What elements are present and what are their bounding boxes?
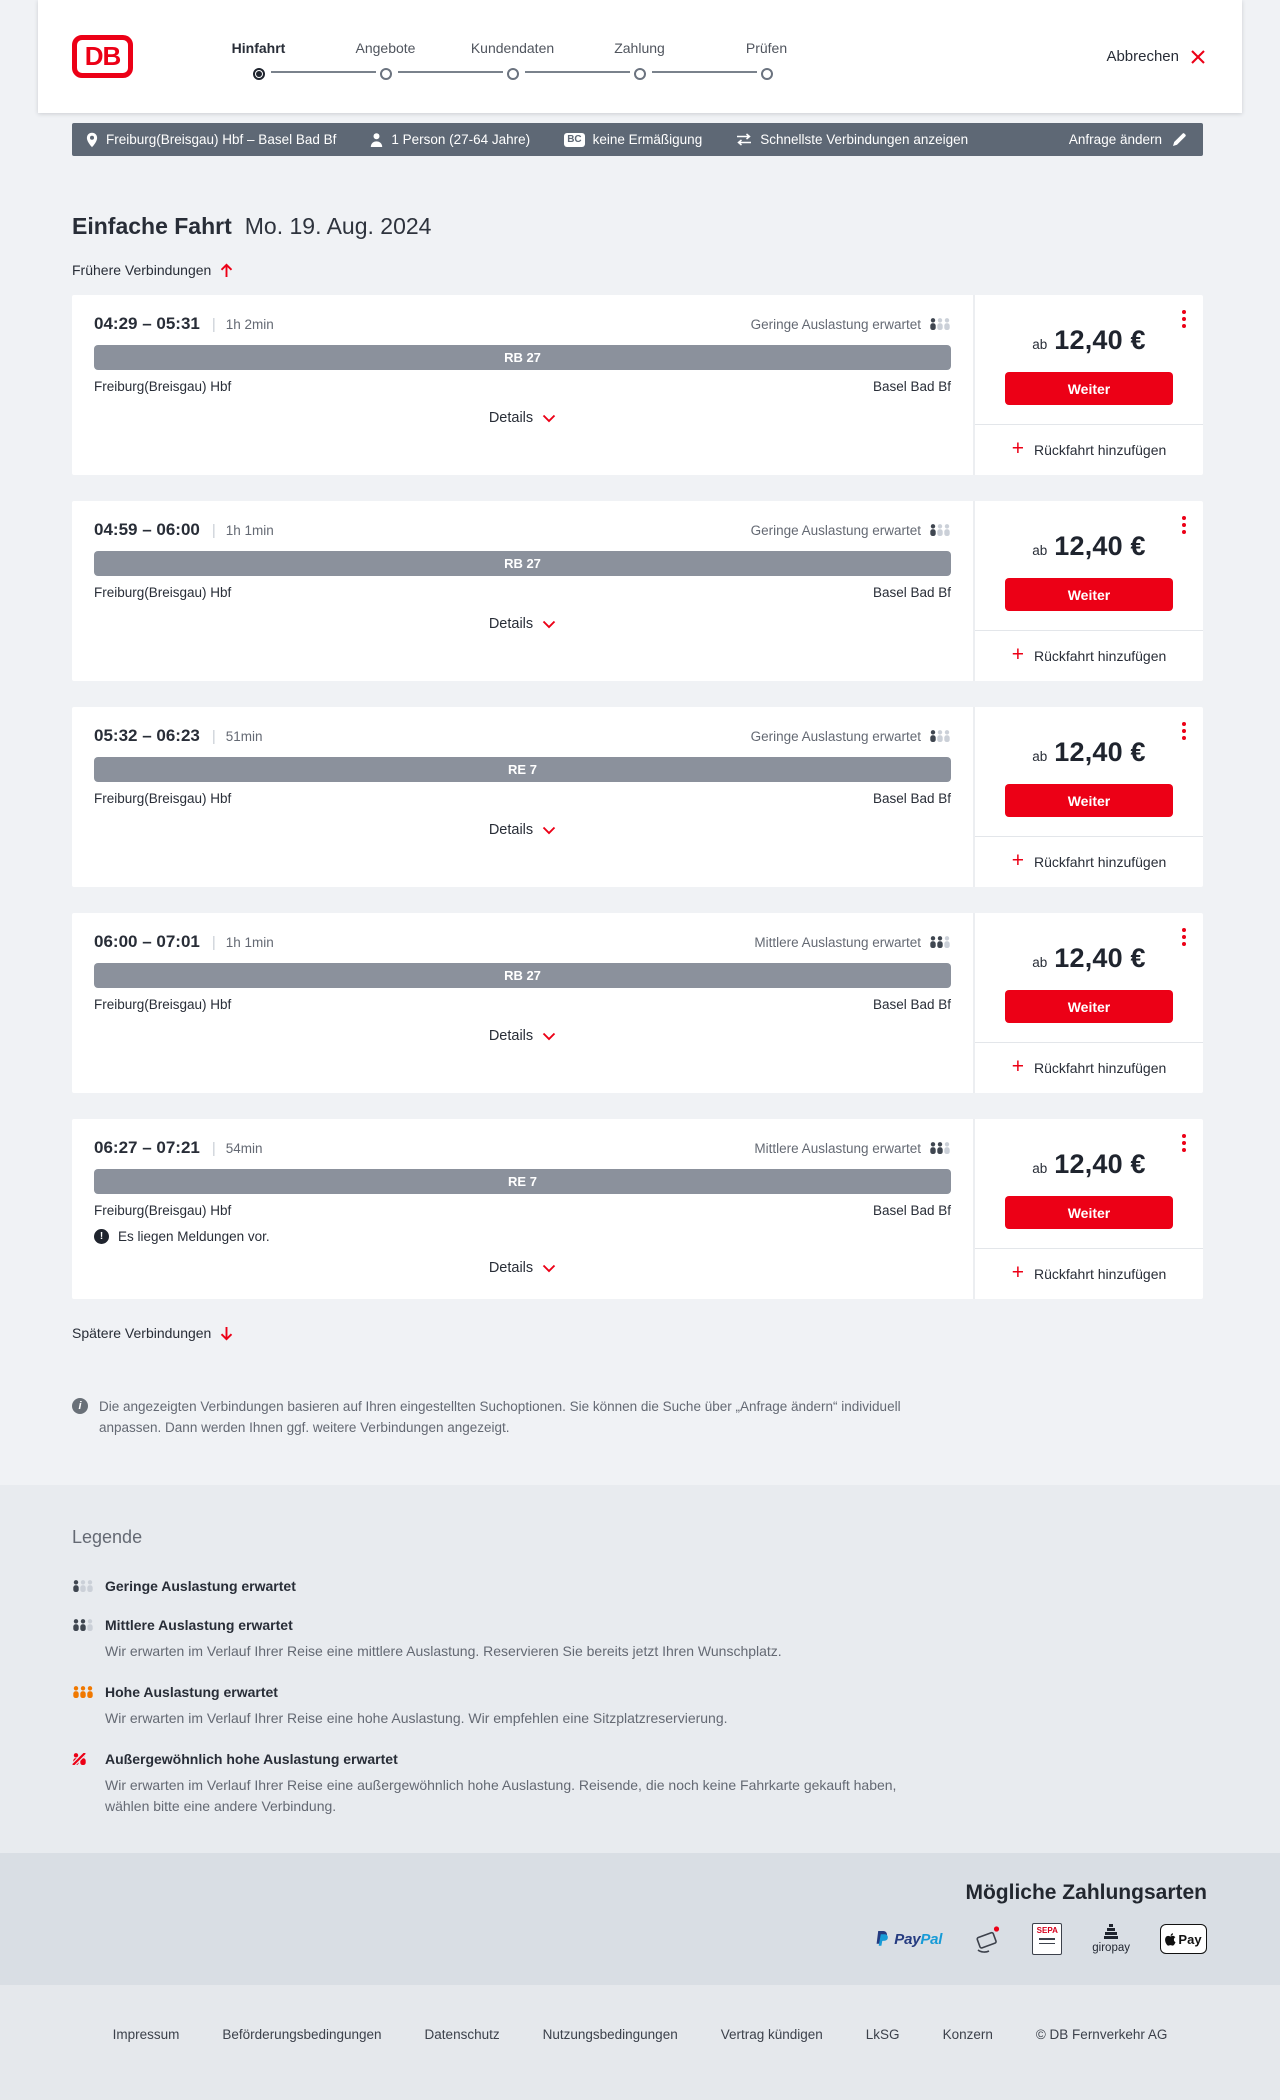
details-label: Details xyxy=(488,410,534,426)
edit-request-label: Anfrage ändern xyxy=(1068,132,1162,147)
details-toggle[interactable] xyxy=(489,410,556,426)
connection-time: 05:32 – 06:23 xyxy=(94,726,200,745)
occupancy-indicator xyxy=(751,729,951,744)
arrival-station: Basel Bad Bf xyxy=(872,379,951,394)
stepper-step-circle xyxy=(253,68,265,80)
bahncard-summary xyxy=(564,132,702,147)
connection-card xyxy=(72,501,1203,681)
connections-list xyxy=(72,295,1203,1299)
separator: | xyxy=(211,521,216,539)
arrival-station: Basel Bad Bf xyxy=(872,997,951,1012)
footer-link[interactable]: Konzern xyxy=(942,2027,993,2043)
occupancy-label: Geringe Auslastung erwartet xyxy=(750,728,921,744)
price-row xyxy=(1032,943,1146,974)
stepper-step-circle xyxy=(634,68,646,80)
connection-card xyxy=(72,707,1203,887)
price-value: 12,40 € xyxy=(1054,531,1146,561)
payment-methods xyxy=(73,1923,1207,1955)
occupancy-label: Mittlere Auslastung erwartet xyxy=(754,1140,921,1156)
sepa-text: SEPA xyxy=(1036,1926,1058,1936)
occupancy-indicator xyxy=(751,317,951,332)
occupancy-icon xyxy=(72,1580,94,1592)
add-return-button[interactable] xyxy=(1011,643,1167,666)
filter-summary[interactable] xyxy=(736,132,968,147)
details-label: Details xyxy=(488,1028,534,1044)
giropay-text: giropay xyxy=(1092,1942,1130,1955)
stepper-step-label: Kundendaten xyxy=(470,39,555,56)
connection-duration: 1h 2min xyxy=(225,316,274,332)
travel-date: Mo. 19. Aug. 2024 xyxy=(244,213,432,239)
legend-item-description: Wir erwarten im Verlauf Ihrer Reise eine hohe Auslastung. Wir empfehlen eine Sitzplatzreservierung. xyxy=(105,1710,728,1727)
later-connections-button[interactable] xyxy=(72,1325,233,1341)
occupancy-icon xyxy=(72,1753,94,1765)
details-toggle[interactable] xyxy=(489,616,556,632)
add-return-button[interactable] xyxy=(1011,849,1167,872)
train-label: RE 7 xyxy=(508,762,537,777)
footer-link[interactable]: LkSG xyxy=(865,2027,900,2043)
stepper-step[interactable] xyxy=(195,40,322,80)
price-prefix: ab xyxy=(1032,337,1048,352)
train-label: RB 27 xyxy=(504,556,541,571)
separator: | xyxy=(211,1139,216,1157)
connection-main xyxy=(72,707,975,887)
trip-summary-bar xyxy=(72,123,1203,156)
payment-title: Mögliche Zahlungsarten xyxy=(965,1881,1207,1905)
legend-item-description: Wir erwarten im Verlauf Ihrer Reise eine mittlere Auslastung. Reservieren Sie bereits jetzt Ihren Wunschplatz. xyxy=(105,1642,782,1659)
connection-main xyxy=(72,295,975,475)
more-options-button[interactable] xyxy=(1180,308,1188,330)
connection-card xyxy=(72,913,1203,1093)
stepper-step[interactable] xyxy=(322,40,449,80)
booking-stepper xyxy=(195,34,830,80)
more-options-button[interactable] xyxy=(1180,720,1188,742)
search-options-note-text: Die angezeigten Verbindungen basieren auf Ihren eingestellten Suchoptionen. Sie können die Suche über „Anfrage ändern“ individuell anpassen. Dann werden Ihnen ggf. weitere Verbindungen angezeigt. xyxy=(99,1399,901,1435)
giropay-icon xyxy=(1103,1924,1119,1940)
paypal-logo xyxy=(875,1930,942,1948)
apple-icon xyxy=(1165,1933,1176,1946)
add-return-label: Rückfahrt hinzufügen xyxy=(1033,648,1167,664)
alert-icon: ! xyxy=(94,1229,109,1244)
details-label: Details xyxy=(488,822,534,838)
add-return-label: Rückfahrt hinzufügen xyxy=(1033,442,1167,458)
occupancy-indicator xyxy=(754,935,951,950)
apple-pay-text: Pay xyxy=(1178,1931,1202,1947)
paypal-text-pal: Pal xyxy=(920,1930,943,1948)
paypal-text-pay: Pay xyxy=(894,1930,921,1948)
stepper-step-label: Prüfen xyxy=(745,39,788,56)
train-segment-bar xyxy=(94,963,951,988)
route-text: Freiburg(Breisgau) Hbf – Basel Bad Bf xyxy=(106,132,337,147)
search-options-note xyxy=(72,1397,902,1439)
price-value: 12,40 € xyxy=(1054,943,1146,973)
legend-item-label: Geringe Auslastung erwartet xyxy=(105,1577,296,1594)
person-icon xyxy=(370,133,383,147)
results-title-row xyxy=(72,213,1203,240)
legend-item-label: Außergewöhnlich hohe Auslastung erwartet xyxy=(105,1751,398,1768)
arrow-up-icon xyxy=(220,263,233,278)
legend-title: Legende xyxy=(72,1526,143,1547)
price-prefix: ab xyxy=(1032,955,1048,970)
add-return-label: Rückfahrt hinzufügen xyxy=(1033,1266,1167,1282)
price-row xyxy=(1032,1149,1146,1180)
price-value: 12,40 € xyxy=(1054,737,1146,767)
page-title: Einfache Fahrt xyxy=(72,213,232,239)
connection-duration: 1h 1min xyxy=(225,522,274,538)
close-icon xyxy=(1190,49,1206,65)
stepper-step-label: Angebote xyxy=(355,39,416,56)
price-row xyxy=(1032,325,1146,356)
train-segment-bar xyxy=(94,551,951,576)
stepper-step-circle xyxy=(507,68,519,80)
price-prefix: ab xyxy=(1032,749,1048,764)
stepper-step-label: Zahlung xyxy=(614,39,665,56)
connection-time: 06:27 – 07:21 xyxy=(94,1138,200,1157)
details-toggle[interactable] xyxy=(489,1260,556,1276)
train-label: RB 27 xyxy=(504,350,541,365)
plus-icon: + xyxy=(1011,437,1024,460)
plus-icon: + xyxy=(1011,1055,1024,1078)
footer-link[interactable]: Nutzungsbedingungen xyxy=(542,2027,678,2043)
legend-item xyxy=(72,1617,1208,1661)
pencil-icon xyxy=(1172,132,1187,147)
passenger-summary xyxy=(370,132,530,147)
chevron-down-icon xyxy=(542,620,556,629)
more-options-button[interactable] xyxy=(1180,926,1188,948)
connection-time: 04:29 – 05:31 xyxy=(94,314,200,333)
footer-link[interactable]: Beförderungsbedingungen xyxy=(222,2027,382,2043)
add-return-label: Rückfahrt hinzufügen xyxy=(1033,1060,1167,1076)
arrival-station: Basel Bad Bf xyxy=(872,585,951,600)
copyright-text: © DB Fernverkehr AG xyxy=(1035,2027,1168,2043)
train-segment-bar xyxy=(94,345,951,370)
more-options-button[interactable] xyxy=(1180,514,1188,536)
db-logo: DB xyxy=(72,35,133,78)
bahncard-badge: BC xyxy=(564,133,584,147)
connection-main xyxy=(72,501,975,681)
footer-link[interactable]: Datenschutz xyxy=(424,2027,500,2043)
swap-arrows-icon xyxy=(736,133,752,146)
price-prefix: ab xyxy=(1032,1161,1048,1176)
add-return-button[interactable] xyxy=(1011,1261,1167,1284)
separator: | xyxy=(211,933,216,951)
footer-link[interactable]: Vertrag kündigen xyxy=(720,2027,823,2043)
footer-link[interactable]: Impressum xyxy=(112,2027,180,2043)
arrival-station: Basel Bad Bf xyxy=(872,1203,951,1218)
credit-card-icon xyxy=(972,1923,1002,1955)
edit-request-button[interactable] xyxy=(1069,132,1187,147)
occupancy-icon xyxy=(929,936,951,948)
departure-station: Freiburg(Breisgau) Hbf xyxy=(94,791,232,806)
occupancy-icon xyxy=(72,1686,94,1698)
separator: | xyxy=(211,315,216,333)
bahncard-text: keine Ermäßigung xyxy=(592,132,703,147)
add-return-button[interactable] xyxy=(1011,437,1167,460)
occupancy-label: Geringe Auslastung erwartet xyxy=(750,522,921,538)
continue-button[interactable]: Weiter xyxy=(1005,372,1173,405)
connection-notice xyxy=(94,1229,951,1244)
continue-button[interactable]: Weiter xyxy=(1005,578,1173,611)
plus-icon: + xyxy=(1011,849,1024,872)
continue-button[interactable]: Weiter xyxy=(1005,784,1173,817)
payment-section xyxy=(0,1853,1280,1985)
paypal-mark-icon xyxy=(875,1930,890,1948)
cancel-label: Abbrechen xyxy=(1106,48,1179,65)
details-toggle[interactable] xyxy=(489,1028,556,1044)
connection-offer-panel xyxy=(975,501,1203,681)
legend-item-label: Hohe Auslastung erwartet xyxy=(105,1684,278,1701)
departure-station: Freiburg(Breisgau) Hbf xyxy=(94,1203,232,1218)
more-options-button[interactable] xyxy=(1180,1132,1188,1154)
legend-item-label: Mittlere Auslastung erwartet xyxy=(105,1616,293,1633)
earlier-connections-button[interactable] xyxy=(72,262,233,278)
occupancy-icon xyxy=(72,1619,94,1631)
connection-card xyxy=(72,295,1203,475)
legend-items xyxy=(72,1578,1208,1816)
stepper-step-label: Hinfahrt xyxy=(231,39,286,56)
occupancy-icon xyxy=(929,524,951,536)
connection-duration: 54min xyxy=(225,1140,263,1156)
connection-offer-panel xyxy=(975,295,1203,475)
price-prefix: ab xyxy=(1032,543,1048,558)
details-toggle[interactable] xyxy=(489,822,556,838)
page-footer xyxy=(0,1985,1280,2100)
price-value: 12,40 € xyxy=(1054,325,1146,355)
details-label: Details xyxy=(488,616,534,632)
chevron-down-icon xyxy=(542,414,556,423)
continue-button[interactable]: Weiter xyxy=(1005,990,1173,1023)
add-return-label: Rückfahrt hinzufügen xyxy=(1033,854,1167,870)
connection-offer-panel xyxy=(975,707,1203,887)
legend-item xyxy=(72,1684,1208,1728)
arrow-down-icon xyxy=(220,1326,233,1341)
connection-time: 04:59 – 06:00 xyxy=(94,520,200,539)
later-connections-label: Spätere Verbindungen xyxy=(72,1325,212,1341)
price-row xyxy=(1032,737,1146,768)
price-row xyxy=(1032,531,1146,562)
connection-offer-panel xyxy=(975,1119,1203,1299)
connection-duration: 51min xyxy=(225,728,263,744)
giropay-logo xyxy=(1092,1924,1130,1954)
chevron-down-icon xyxy=(542,1032,556,1041)
passenger-text: 1 Person (27-64 Jahre) xyxy=(391,132,531,147)
train-segment-bar xyxy=(94,757,951,782)
stepper-step[interactable] xyxy=(703,40,830,80)
sepa-lastschrift-icon xyxy=(1032,1923,1062,1955)
earlier-connections-label: Frühere Verbindungen xyxy=(72,262,212,278)
plus-icon: + xyxy=(1011,643,1024,666)
chevron-down-icon xyxy=(542,826,556,835)
chevron-down-icon xyxy=(542,1264,556,1273)
apple-pay-logo xyxy=(1160,1924,1207,1954)
train-label: RB 27 xyxy=(504,968,541,983)
details-label: Details xyxy=(488,1260,534,1276)
price-value: 12,40 € xyxy=(1054,1149,1146,1179)
cancel-button[interactable] xyxy=(1106,48,1206,65)
stepper-step-circle xyxy=(761,68,773,80)
departure-station: Freiburg(Breisgau) Hbf xyxy=(94,585,232,600)
plus-icon: + xyxy=(1011,1261,1024,1284)
connection-card xyxy=(72,1119,1203,1299)
connection-duration: 1h 1min xyxy=(225,934,274,950)
stepper-step-circle xyxy=(380,68,392,80)
occupancy-icon xyxy=(929,318,951,330)
legend-item xyxy=(72,1578,1208,1594)
connection-notice-text: Es liegen Meldungen vor. xyxy=(118,1229,270,1244)
occupancy-icon xyxy=(929,1142,951,1154)
stepper-step[interactable] xyxy=(576,40,703,80)
filter-text: Schnellste Verbindungen anzeigen xyxy=(760,132,969,147)
info-icon: i xyxy=(72,1398,88,1414)
route-summary xyxy=(86,132,336,148)
connection-time: 06:00 – 07:01 xyxy=(94,932,200,951)
connection-main xyxy=(72,913,975,1093)
continue-button[interactable]: Weiter xyxy=(1005,1196,1173,1229)
occupancy-icon xyxy=(929,730,951,742)
arrival-station: Basel Bad Bf xyxy=(872,791,951,806)
legend-section xyxy=(0,1485,1280,1853)
legend-item xyxy=(72,1751,1208,1816)
app-header xyxy=(38,0,1242,113)
legend-item-description: Wir erwarten im Verlauf Ihrer Reise eine außergewöhnlich hohe Auslastung. Reisende, die noch keine Fahrkarte gekauft haben, wählen bitte eine andere Verbindung. xyxy=(105,1777,897,1814)
occupancy-indicator xyxy=(751,523,951,538)
departure-station: Freiburg(Breisgau) Hbf xyxy=(94,379,232,394)
occupancy-label: Geringe Auslastung erwartet xyxy=(750,316,921,332)
footer-links-row xyxy=(40,2027,1240,2042)
train-label: RE 7 xyxy=(508,1174,537,1189)
connection-offer-panel xyxy=(975,913,1203,1093)
separator: | xyxy=(211,727,216,745)
train-segment-bar xyxy=(94,1169,951,1194)
departure-station: Freiburg(Breisgau) Hbf xyxy=(94,997,232,1012)
occupancy-indicator xyxy=(754,1141,951,1156)
stepper-step[interactable] xyxy=(449,40,576,80)
occupancy-label: Mittlere Auslastung erwartet xyxy=(754,934,921,950)
location-pin-icon xyxy=(86,132,98,148)
add-return-button[interactable] xyxy=(1011,1055,1167,1078)
results-section xyxy=(0,156,1280,1485)
connection-main xyxy=(72,1119,975,1299)
